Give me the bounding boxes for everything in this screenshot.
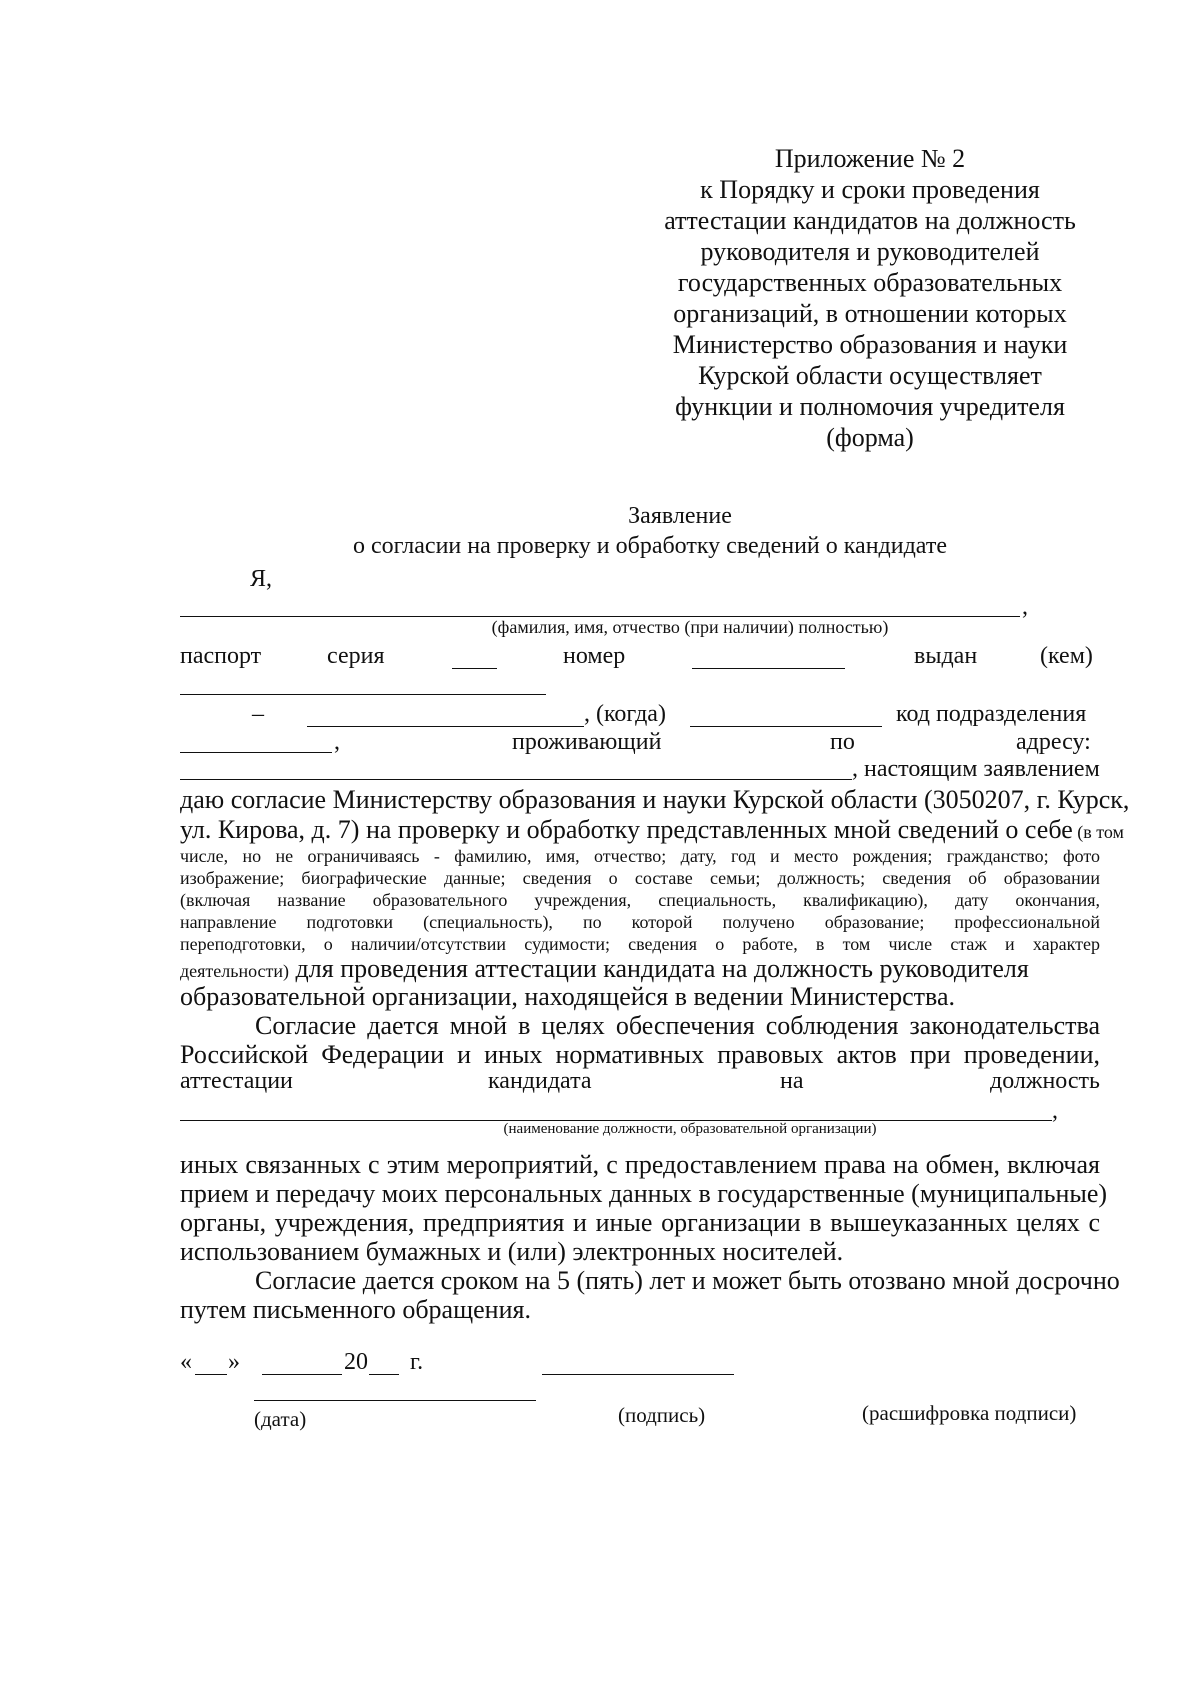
dash-label: – <box>252 701 264 727</box>
p1-small-line: направление подготовки (специальность), по которой получено образование; профессиональной <box>180 912 1100 932</box>
p4-line: Согласие дается сроком на 5 (пять) лет и может быть отозвано мной досрочно <box>255 1266 1120 1295</box>
p2-line: Российской Федерации и иных нормативных правовых актов при проведении, <box>180 1040 1100 1069</box>
p1-line <box>180 815 1124 845</box>
series-label: серия <box>327 643 385 669</box>
p1-line: даю согласие Министерству образования и науки Курской области (3050207, г. Курск, <box>180 785 1130 814</box>
annex-line: Курской области осуществляет <box>698 361 1042 390</box>
address-label: адресу: <box>1016 729 1091 755</box>
document-title: Заявление <box>628 503 732 529</box>
p1-small-end: деятельности) <box>180 961 290 981</box>
hereby-label: , настоящим заявлением <box>852 756 1100 782</box>
position-caption: (наименование должности, образовательной организации) <box>503 1121 877 1137</box>
issued-by-line-2[interactable] <box>307 726 584 727</box>
annex-line: руководителя и руководителей <box>700 237 1040 266</box>
when-line[interactable] <box>690 726 882 727</box>
dept-code-line[interactable] <box>180 752 332 753</box>
month-line[interactable] <box>262 1374 342 1375</box>
quote-close: » <box>228 1349 240 1375</box>
decode-caption: (расшифровка подписи) <box>862 1401 1077 1425</box>
by-whom-label: (кем) <box>1040 643 1093 669</box>
annex-line: функции и полномочия учредителя <box>675 392 1065 421</box>
fio-caption: (фамилия, имя, отчество (при наличии) полностью) <box>491 617 889 637</box>
number-line[interactable] <box>692 668 845 669</box>
p1-small-line: (включая название образовательного учреждения, специальность, квалификацию), дату окончания, <box>180 890 1100 910</box>
number-label: номер <box>563 643 626 669</box>
year-line[interactable] <box>369 1374 399 1375</box>
year-prefix: 20 <box>344 1349 368 1375</box>
p3-line: прием и передачу моих персональных данных в государственные (муниципальные) <box>180 1179 1108 1208</box>
annex-line: к Порядку и сроки проведения <box>700 175 1040 204</box>
position-comma: , <box>1052 1098 1058 1124</box>
p4-last-line: путем письменного обращения. <box>180 1295 531 1324</box>
p2-word: на <box>780 1068 804 1094</box>
document-subtitle: о согласии на проверку и обработку сведений о кандидате <box>353 533 947 559</box>
p2-word: аттестации <box>180 1068 293 1094</box>
p1-line-tail: (в том <box>1072 822 1124 842</box>
annex-line: аттестации кандидатов на должность <box>664 206 1076 235</box>
p2-word: кандидата <box>488 1068 592 1094</box>
annex-line: организаций, в отношении которых <box>673 299 1067 328</box>
sign-caption: (подпись) <box>618 1403 706 1427</box>
signature-line[interactable] <box>542 1374 734 1375</box>
date-caption: (дата) <box>254 1407 307 1431</box>
p2-word: должность <box>990 1068 1100 1094</box>
issued-by-line[interactable] <box>180 694 546 695</box>
p1-small-line: переподготовки, о наличии/отсутствии судимости; сведения о работе, в том числе стаж и характер <box>180 934 1100 954</box>
passport-label: паспорт <box>180 643 262 669</box>
annex-line: (форма) <box>826 423 914 452</box>
annex-line: Приложение № 2 <box>774 144 966 173</box>
p3-line: иных связанных с этим мероприятий, с предоставлением права на обмен, включая <box>180 1150 1100 1179</box>
series-line[interactable] <box>452 668 497 669</box>
p1-line-text: ул. Кирова, д. 7) на проверку и обработку представленных мной сведений о себе <box>180 815 1073 844</box>
day-line[interactable] <box>195 1374 227 1375</box>
p3-last-line: использованием бумажных и (или) электронных носителей. <box>180 1237 844 1266</box>
year-suffix: г. <box>410 1349 424 1375</box>
ya-label: Я, <box>250 566 273 592</box>
p1-last-line: образовательной организации, находящейся в ведении Министерства. <box>180 982 955 1011</box>
p2-line: Согласие дается мной в целях обеспечения соблюдения законодательства <box>255 1011 1100 1040</box>
po-label: по <box>830 729 855 755</box>
quote-open: « <box>180 1349 192 1375</box>
dept-code-label: код подразделения <box>896 701 1087 727</box>
address-line[interactable] <box>180 779 852 780</box>
date-line[interactable] <box>254 1400 536 1401</box>
issued-label: выдан <box>914 643 978 669</box>
annex-header <box>630 143 1110 453</box>
p1-small-line: изображение; биографические данные; сведения о составе семьи; должность; сведения об образовании <box>180 868 1100 888</box>
annex-line: Министерство образования и науки <box>672 330 1068 359</box>
p1-end-line <box>180 954 1029 984</box>
comma-2: , <box>334 729 340 755</box>
p3-line: органы, учреждения, предприятия и иные организации в вышеуказанных целях с <box>180 1208 1100 1237</box>
annex-line: государственных образовательных <box>677 268 1063 297</box>
when-label: , (когда) <box>584 701 666 727</box>
fio-comma: , <box>1022 594 1028 620</box>
residing-label: проживающий <box>512 729 662 755</box>
p1-small-line: числе, но не ограничиваясь - фамилию, имя, отчество; дату, год и место рождения; гражданство; фото <box>180 846 1100 866</box>
p1-end-text: для проведения аттестации кандидата на должность руководителя <box>289 954 1029 983</box>
